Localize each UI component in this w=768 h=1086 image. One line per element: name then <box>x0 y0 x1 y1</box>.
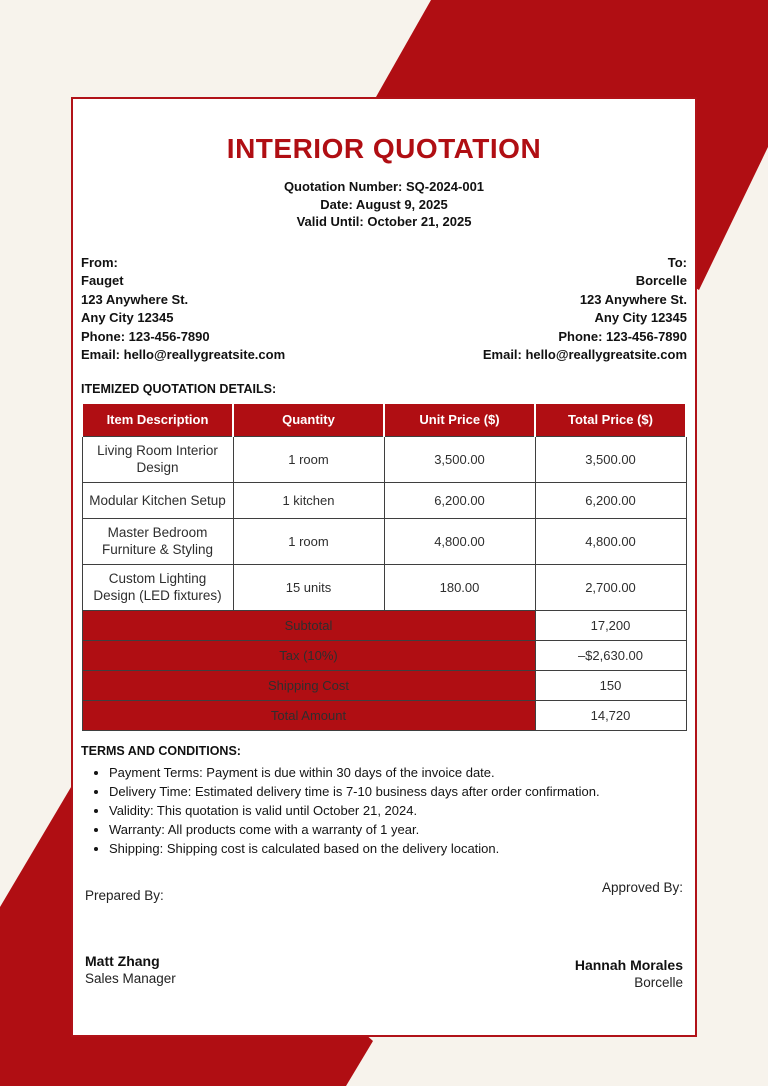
column-header-total-price: Total Price ($) <box>535 403 686 437</box>
item-quantity-cell: 1 kitchen <box>233 482 384 518</box>
page-title: INTERIOR QUOTATION <box>226 133 542 164</box>
quotation-table <box>81 402 687 731</box>
item-unit-price-cell: 180.00 <box>384 564 535 610</box>
item-quantity-cell: 1 room <box>233 436 384 482</box>
terms-heading: TERMS AND CONDITIONS: <box>81 743 241 758</box>
table-row <box>82 564 686 610</box>
item-quantity-cell: 15 units <box>233 564 384 610</box>
item-total-price-cell: 3,500.00 <box>535 436 686 482</box>
prepared-by-label: Prepared By: <box>85 888 164 903</box>
to-block <box>483 254 687 365</box>
item-description-cell: Living Room Interior Design <box>82 436 233 482</box>
column-header-item-description: Item Description <box>82 403 233 437</box>
total-amount-row <box>82 700 686 730</box>
item-total-price-cell: 4,800.00 <box>535 518 686 564</box>
approved-by-name: Hannah Morales <box>574 957 683 973</box>
to-email: Email: hello@reallygreatsite.com <box>482 347 687 362</box>
from-address2: Any City 12345 <box>81 310 174 325</box>
item-total-price-cell: 2,700.00 <box>535 564 686 610</box>
item-total-price-cell: 6,200.00 <box>535 482 686 518</box>
quotation-meta <box>81 178 687 231</box>
prepared-by-block <box>85 880 176 990</box>
item-unit-price-cell: 6,200.00 <box>384 482 535 518</box>
terms-item: • Shipping: Shipping cost is calculated based on the delivery location. <box>109 840 687 859</box>
from-address1: 123 Anywhere St. <box>81 291 189 307</box>
terms-list <box>81 764 687 859</box>
from-heading: From: <box>81 254 118 270</box>
to-phone: Phone: 123-456-7890 <box>558 328 687 344</box>
quotation-date: Date: August 9, 2025 <box>320 196 448 212</box>
total-amount-label: Total Amount <box>82 700 535 730</box>
tax-row <box>82 640 686 670</box>
from-email: Email: hello@reallygreatsite.com <box>81 347 286 362</box>
table-row <box>82 482 686 518</box>
column-header-quantity: Quantity <box>233 403 384 437</box>
from-phone: Phone: 123-456-7890 <box>81 328 210 344</box>
approved-by-block <box>575 880 683 990</box>
table-row <box>82 518 686 564</box>
from-block <box>81 254 285 365</box>
subtotal-value: 17,200 <box>535 610 686 640</box>
column-header-unit-price: Unit Price ($) <box>384 403 535 437</box>
item-unit-price-cell: 3,500.00 <box>384 436 535 482</box>
from-company: Fauget <box>81 273 124 288</box>
item-unit-price-cell: 4,800.00 <box>384 518 535 564</box>
tax-label: Tax (10%) <box>82 640 535 670</box>
prepared-by-title: Sales Manager <box>85 971 176 986</box>
subtotal-row <box>82 610 686 640</box>
item-description-cell: Modular Kitchen Setup <box>82 482 233 518</box>
to-heading: To: <box>667 254 687 270</box>
subtotal-label: Subtotal <box>82 610 535 640</box>
terms-item: • Payment Terms: Payment is due within 30 days of the invoice date. <box>109 764 687 783</box>
to-address2: Any City 12345 <box>594 310 687 325</box>
shipping-value: 150 <box>535 670 686 700</box>
terms-item: • Validity: This quotation is valid until October 21, 2024. <box>109 802 687 821</box>
terms-item: • Warranty: All products come with a warranty of 1 year. <box>109 821 687 840</box>
total-amount-value: 14,720 <box>535 700 686 730</box>
table-row <box>82 436 686 482</box>
to-address1: 123 Anywhere St. <box>579 291 687 307</box>
quotation-number: Quotation Number: SQ-2024-001 <box>283 179 485 194</box>
item-description-cell: Custom Lighting Design (LED fixtures) <box>82 564 233 610</box>
to-company: Borcelle <box>635 273 687 288</box>
signatures-section <box>81 880 687 990</box>
shipping-label: Shipping Cost <box>82 670 535 700</box>
table-header-row <box>82 403 686 437</box>
approved-by-title: Borcelle <box>634 975 683 990</box>
tax-value: –$2,630.00 <box>535 640 686 670</box>
quotation-valid-until: Valid Until: October 21, 2025 <box>296 214 472 229</box>
parties-section <box>81 254 687 365</box>
shipping-row <box>82 670 686 700</box>
prepared-by-name: Matt Zhang <box>85 953 160 969</box>
item-description-cell: Master Bedroom Furniture & Styling <box>82 518 233 564</box>
item-quantity-cell: 1 room <box>233 518 384 564</box>
quotation-document <box>71 97 697 1037</box>
approved-by-label: Approved By: <box>601 880 683 895</box>
terms-item: • Delivery Time: Estimated delivery time is 7-10 business days after order confirmation. <box>109 783 687 802</box>
items-section-heading: ITEMIZED QUOTATION DETAILS: <box>81 381 277 396</box>
